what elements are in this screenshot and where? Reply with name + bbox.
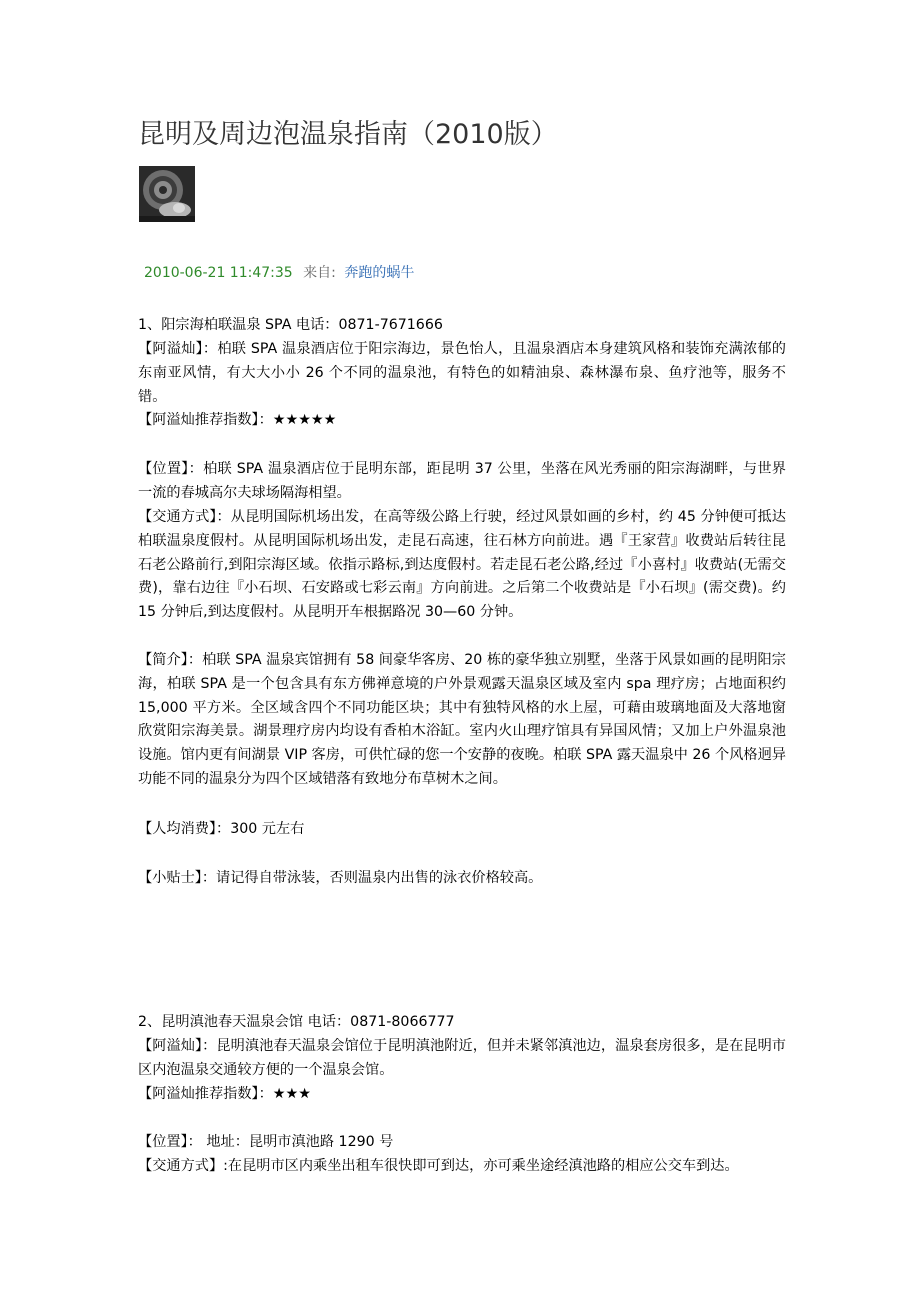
entry-tip: 【小贴士】：请记得自带泳装，否则温泉内出售的泳衣价格较高。 (138, 870, 543, 886)
entry-heading: 1、阳宗海柏联温泉 SPA 电话：0871-7671666 (138, 317, 443, 333)
entry-location: 【位置】：柏联 SPA 温泉酒店位于昆明东部，距昆明 37 公里，坐落在风光秀丽的阳宗海湖畔，与世界一流的春城高尔夫球场隔海相望。 (138, 461, 786, 501)
article-title: 昆明及周边泡温泉指南（2010版） (138, 119, 558, 150)
entry-transport: 【交通方式】:在昆明市区内乘坐出租车很快即可到达，亦可乘坐途经滇池路的相应公交车到达。 (138, 1158, 739, 1174)
entry-intro: 【阿溢灿】：昆明滇池春天温泉会馆位于昆明滇池附近，但并未紧邻滇池边，温泉套房很多，是在昆明市区内泡温泉交通较方便的一个温泉会馆。 (138, 1038, 786, 1078)
entry-location: 【位置】： 地址：昆明市滇池路 1290 号 (138, 1134, 394, 1150)
entry-heading: 2、昆明滇池春天温泉会馆 电话：0871-8066777 (138, 1014, 455, 1030)
entry-transport: 【交通方式】：从昆明国际机场出发，在高等级公路上行驶，经过风景如画的乡村，约 45 分钟便可抵达柏联温泉度假村。从昆明国际机场出发，走昆石高速，往石林方向前进。遇『王家营』收费站后转往昆石老公路前行,到阳宗海区域。依指示路标,到达度假村。若走昆石老公路,经过『小喜村』收费站(无需交费)，靠右边往『小石坝、石安路或七彩云南』方向前进。之后第二个收费站是『小石坝』(需交费)。约 15 分钟后,到达度假村。从昆明开车根据路况 30—60 分钟。 (138, 509, 786, 621)
post-datetime: 2010-06-21 11:47:35 (144, 265, 293, 281)
snail-shell-icon (139, 166, 195, 222)
author-avatar[interactable] (139, 166, 195, 222)
entry-description: 【简介】：柏联 SPA 温泉宾馆拥有 58 间豪华客房、20 栋的豪华独立别墅，坐落于风景如画的昆明阳宗海，柏联 SPA 是一个包含具有东方佛禅意境的户外景观露天温泉区域及室内 spa 理疗房；占地面积约 15,000 平方米。全区域含四个不同功能区块；其中有独特风格的水上屋，可藉由玻璃地面及大落地窗欣赏阳宗海美景。湖景理疗房内均设有香柏木浴缸。室内火山理疗馆具有异国风情；又加上户外温泉池设施。馆内更有间湖景 VIP 客房，可供忙碌的您一个安静的夜晚。柏联 SPA 露天温泉中 26 个风格迥异功能不同的温泉分为四个区域错落有致地分布草树木之间。 (138, 652, 786, 787)
from-label: 来自: (303, 265, 336, 281)
post-meta (144, 262, 414, 282)
author-link[interactable]: 奔跑的蜗牛 (344, 265, 415, 281)
entry-cost: 【人均消费】：300 元左右 (138, 821, 305, 837)
entry-intro: 【阿溢灿】：柏联 SPA 温泉酒店位于阳宗海边，景色怡人，且温泉酒店本身建筑风格和装饰充满浓郁的东南亚风情，有大大小小 26 个不同的温泉池，有特色的如精油泉、森林瀑布泉、鱼疗池等，服务不错。 (138, 341, 786, 405)
entry-rating: 【阿溢灿推荐指数】：★★★★★ (138, 412, 337, 428)
entry-rating: 【阿溢灿推荐指数】：★★★ (138, 1086, 311, 1102)
